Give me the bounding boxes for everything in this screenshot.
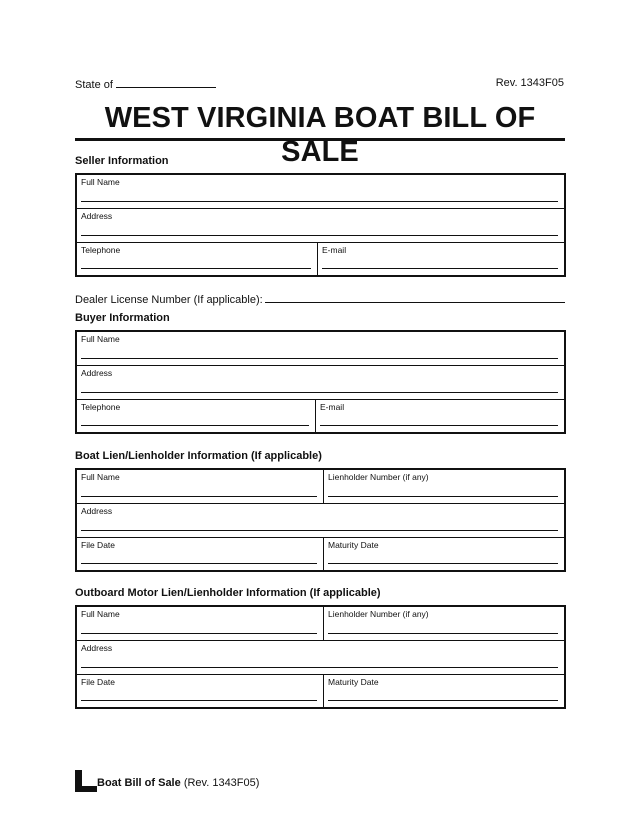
boat-lien-file-date-label: File Date <box>81 540 116 550</box>
buyer-telephone-field[interactable] <box>77 400 315 432</box>
boat-lien-number-line <box>328 496 558 497</box>
buyer-address-field[interactable] <box>77 366 564 399</box>
seller-address-line <box>81 235 558 236</box>
seller-email-field[interactable] <box>317 243 564 275</box>
motor-lien-form <box>75 605 566 709</box>
seller-full-name-line <box>81 201 558 202</box>
buyer-address-label: Address <box>81 368 113 378</box>
buyer-email-label: E-mail <box>320 402 345 412</box>
boat-lien-full-name-field[interactable] <box>77 470 323 503</box>
seller-form <box>75 173 566 277</box>
buyer-telephone-line <box>81 425 309 426</box>
motor-lien-heading: Outboard Motor Lien/Lienholder Information (If applicable) <box>75 587 381 599</box>
buyer-full-name-field[interactable] <box>77 332 564 365</box>
state-of-blank[interactable] <box>116 77 216 88</box>
seller-telephone-field[interactable] <box>77 243 317 275</box>
motor-lien-maturity-date-field[interactable] <box>323 675 564 707</box>
seller-full-name-label: Full Name <box>81 177 120 187</box>
buyer-full-name-label: Full Name <box>81 334 120 344</box>
boat-lien-full-name-label: Full Name <box>81 472 120 482</box>
dealer-license-blank[interactable] <box>265 292 565 303</box>
motor-lien-full-name-field[interactable] <box>77 607 323 640</box>
buyer-email-field[interactable] <box>315 400 564 432</box>
boat-lien-file-date-line <box>81 563 317 564</box>
state-of-field <box>75 77 216 91</box>
motor-lien-address-row <box>77 641 564 675</box>
motor-lien-number-label: Lienholder Number (if any) <box>328 609 429 619</box>
footer-doc-name: Boat Bill of Sale <box>97 777 181 789</box>
boat-lien-address-line <box>81 530 558 531</box>
motor-lien-file-date-label: File Date <box>81 677 116 687</box>
revision-number: Rev. 1343F05 <box>495 77 564 89</box>
state-of-label: State of <box>75 79 113 91</box>
dealer-license-field <box>75 292 565 306</box>
seller-heading: Seller Information <box>75 155 169 167</box>
motor-lien-dates-row <box>77 675 564 707</box>
title-divider <box>75 138 565 141</box>
footer-revision: (Rev. 1343F05) <box>183 777 260 789</box>
motor-lien-number-line <box>328 633 558 634</box>
motor-lien-name-row <box>77 607 564 641</box>
motor-lien-full-name-label: Full Name <box>81 609 120 619</box>
seller-contact-row <box>77 243 564 275</box>
buyer-heading: Buyer Information <box>75 312 170 324</box>
boat-lien-file-date-field[interactable] <box>77 538 323 570</box>
boat-lien-form <box>75 468 566 572</box>
motor-lien-number-field[interactable] <box>323 607 564 640</box>
buyer-full-name-row <box>77 332 564 366</box>
seller-telephone-label: Telephone <box>81 245 121 255</box>
document-title: WEST VIRGINIA BOAT BILL OF SALE <box>104 102 536 168</box>
footer-text <box>97 777 259 789</box>
boat-lien-number-field[interactable] <box>323 470 564 503</box>
seller-full-name-field[interactable] <box>77 175 564 208</box>
seller-telephone-line <box>81 268 311 269</box>
motor-lien-maturity-date-line <box>328 700 558 701</box>
motor-lien-file-date-field[interactable] <box>77 675 323 707</box>
boat-lien-heading: Boat Lien/Lienholder Information (If applicable) <box>75 450 322 462</box>
buyer-contact-row <box>77 400 564 432</box>
seller-address-row <box>77 209 564 243</box>
motor-lien-file-date-line <box>81 700 317 701</box>
motor-lien-address-label: Address <box>81 643 113 653</box>
boat-lien-maturity-date-field[interactable] <box>323 538 564 570</box>
seller-address-field[interactable] <box>77 209 564 242</box>
boat-lien-maturity-date-line <box>328 563 558 564</box>
buyer-email-line <box>320 425 558 426</box>
dealer-license-label: Dealer License Number (If applicable): <box>75 294 263 306</box>
boat-lien-name-row <box>77 470 564 504</box>
buyer-telephone-label: Telephone <box>81 402 121 412</box>
seller-full-name-row <box>77 175 564 209</box>
motor-lien-address-field[interactable] <box>77 641 564 674</box>
boat-lien-dates-row <box>77 538 564 570</box>
seller-address-label: Address <box>81 211 113 221</box>
motor-lien-maturity-date-label: Maturity Date <box>328 677 379 687</box>
boat-lien-maturity-date-label: Maturity Date <box>328 540 379 550</box>
boat-lien-address-field[interactable] <box>77 504 564 537</box>
boat-lien-full-name-line <box>81 496 317 497</box>
buyer-form <box>75 330 566 434</box>
seller-email-line <box>322 268 558 269</box>
buyer-address-line <box>81 392 558 393</box>
boat-lien-address-label: Address <box>81 506 113 516</box>
buyer-full-name-line <box>81 358 558 359</box>
motor-lien-full-name-line <box>81 633 317 634</box>
seller-email-label: E-mail <box>322 245 347 255</box>
l-logo-icon <box>75 770 97 792</box>
boat-lien-number-label: Lienholder Number (if any) <box>328 472 429 482</box>
buyer-address-row <box>77 366 564 400</box>
boat-lien-address-row <box>77 504 564 538</box>
motor-lien-address-line <box>81 667 558 668</box>
